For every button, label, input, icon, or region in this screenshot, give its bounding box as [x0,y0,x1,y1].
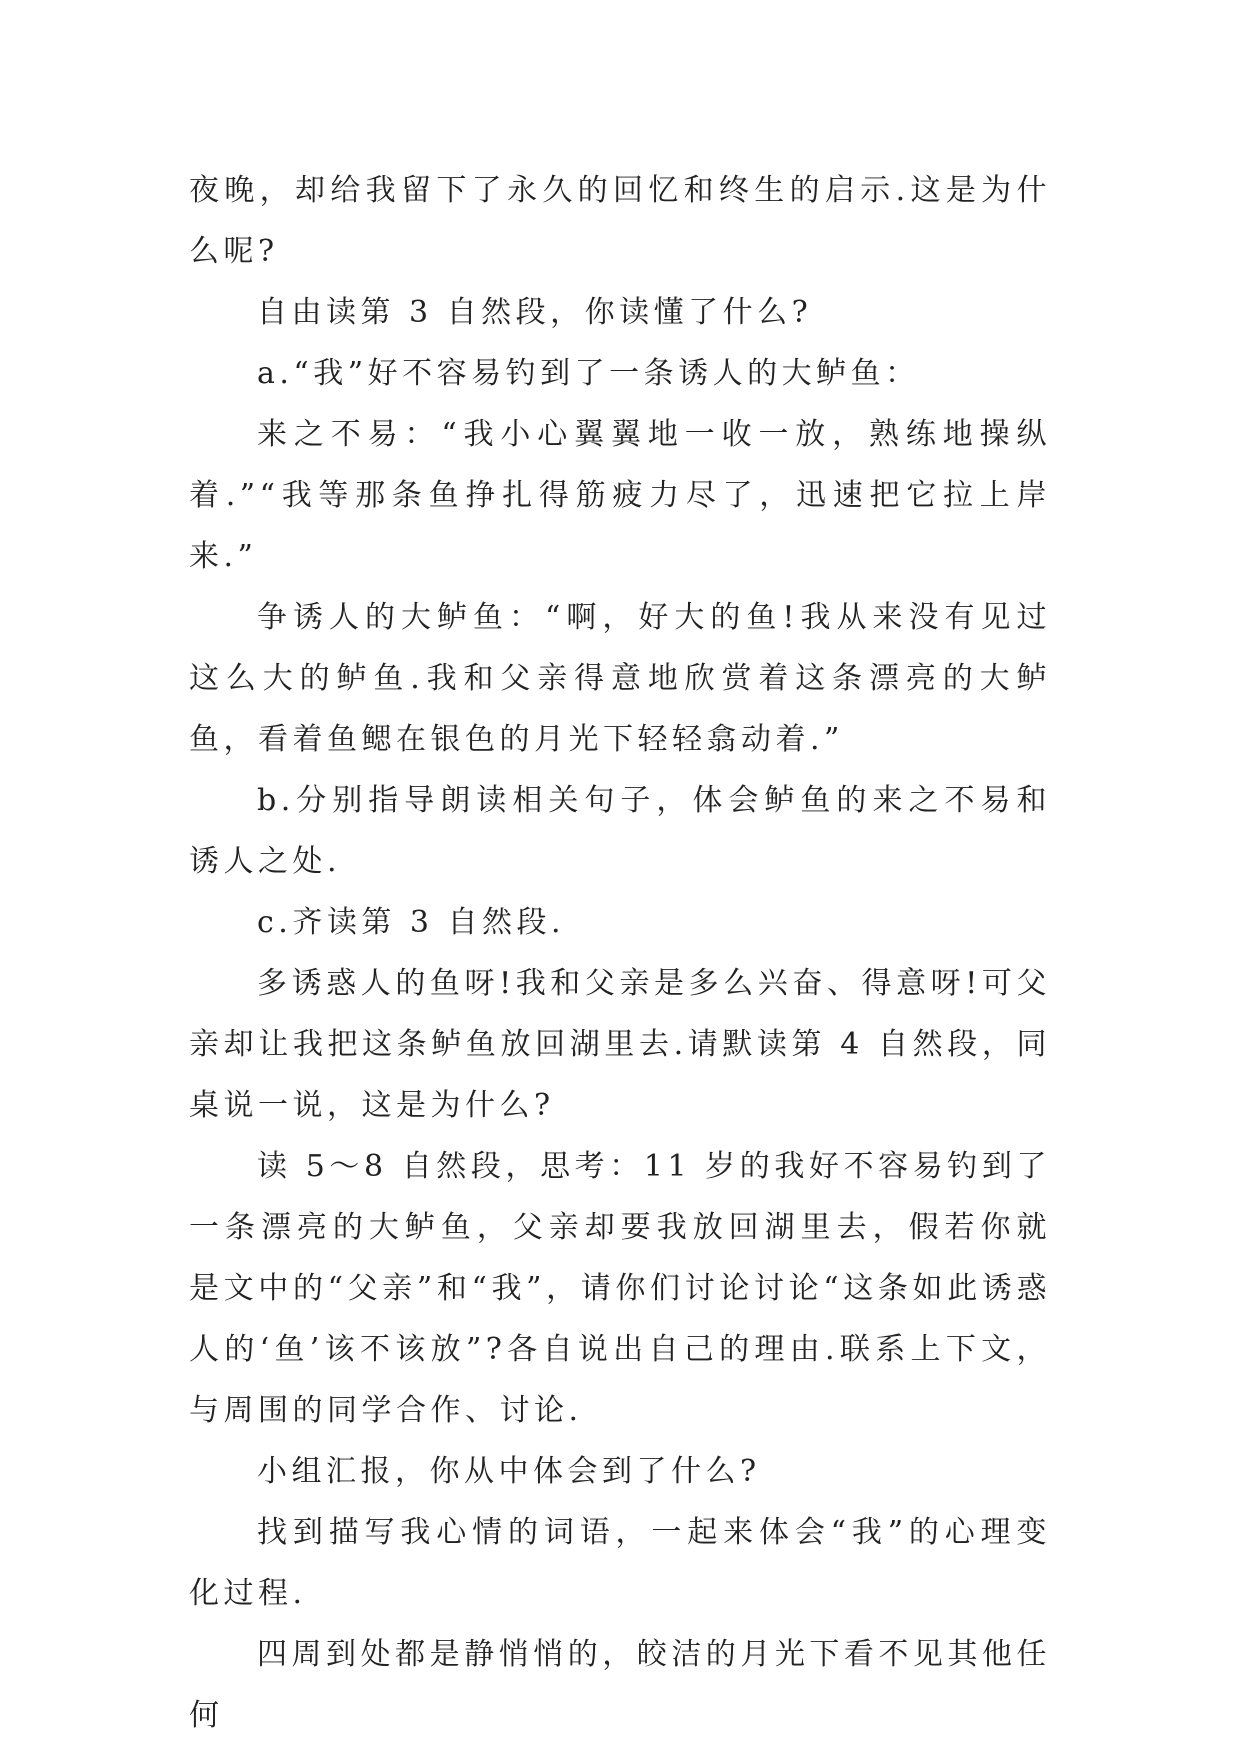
paragraph: 多诱惑人的鱼呀!我和父亲是多么兴奋、得意呀!可父亲却让我把这条鲈鱼放回湖里去.请默读第 4 自然段，同桌说一说，这是为什么? [189,966,1051,1123]
paragraph: a.“我”好不容易钓到了一条诱人的大鲈鱼： [257,356,920,391]
paragraph: 找到描写我心情的词语，一起来体会“我”的心理变化过程. [189,1515,1051,1611]
paragraph-continuation: 夜晚，却给我留下了永久的回忆和终生的启示.这是为什么呢? [189,173,1051,269]
paragraph: 争诱人的大鲈鱼：“啊，好大的鱼!我从来没有见过这么大的鲈鱼.我和父亲得意地欣赏着这条漂亮的大鲈鱼，看着鱼鳃在银色的月光下轻轻翕动着.” [189,600,1051,757]
paragraph: 读 5～8 自然段，思考：11 岁的我好不容易钓到了一条漂亮的大鲈鱼，父亲却要我放回湖里去，假若你就是文中的“父亲”和“我”，请你们讨论讨论“这条如此诱惑人的‘鱼’该不该放”?各自说出自己的理由.联系上下文，与周围的同学合作、讨论. [189,1149,1051,1428]
paragraph: b.分别指导朗读相关句子，体会鲈鱼的来之不易和诱人之处. [189,783,1051,879]
paragraph: 小组汇报，你从中体会到了什么? [257,1454,761,1489]
document-body [189,160,1051,1746]
paragraph: 自由读第 3 自然段，你读懂了什么? [257,295,813,330]
paragraph: 四周到处都是静悄悄的，皎洁的月光下看不见其他任何 [189,1637,1051,1733]
paragraph: 来之不易：“我小心翼翼地一收一放，熟练地操纵着.”“我等那条鱼挣扎得筋疲力尽了，迅速把它拉上岸来.” [189,417,1051,574]
paragraph: c.齐读第 3 自然段. [257,905,566,940]
